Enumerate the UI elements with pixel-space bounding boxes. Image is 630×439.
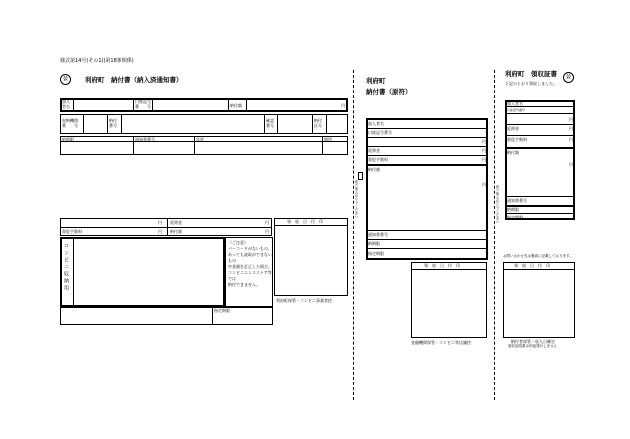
left-kigen-label: 納期限 xyxy=(62,137,74,142)
left-lower-tokusoku: 督促手数料 xyxy=(62,229,82,234)
left-row2 xyxy=(60,114,348,134)
seal-icon: 公 xyxy=(60,74,71,85)
right-tokusoku: 督促手数料 xyxy=(507,137,527,142)
left-shitei-label: 指定期限 xyxy=(214,308,230,313)
mid-kanyu: 加入者名 xyxy=(368,121,384,126)
cut-line-2 xyxy=(494,70,495,400)
left-nofukubun-label: 納付 区分 xyxy=(314,118,322,128)
left-ryoshu-box xyxy=(274,218,348,296)
right-yen1: 円 xyxy=(569,117,573,122)
mid-yen3: 円 xyxy=(482,157,486,162)
left-shotoku-label: 収納機関 番 号 xyxy=(62,118,78,128)
mid-kigen: 納期限 xyxy=(368,241,380,246)
left-nofugaku-label: 納付額 xyxy=(230,103,242,108)
right-koza: 口座記号番号 xyxy=(507,108,526,112)
right-kanyu: 加入者名 xyxy=(507,101,523,106)
mid-tokusoku: 督促手数料 xyxy=(368,157,388,162)
left-lower-yen4: 円 xyxy=(265,229,269,234)
cut-text-1: 切り取らないでください xyxy=(355,180,359,219)
left-lower-yen1: 円 xyxy=(158,220,162,225)
mid-koza: 口座記号番号 xyxy=(368,130,392,135)
left-footer: 利府町保管・コンビニ事業者控 xyxy=(276,298,332,303)
right-ryoshu-box xyxy=(503,262,575,338)
left-shitei-row xyxy=(60,307,273,325)
mid-ryoshu-label: 領 収 日 付 印 xyxy=(424,263,460,268)
mid-yen2: 円 xyxy=(482,148,486,153)
right-kigen: 納期限 xyxy=(507,207,519,212)
right-yen2: 円 xyxy=(569,126,573,131)
cut-marker-1 xyxy=(358,172,363,180)
right-yen3: 円 xyxy=(569,137,573,142)
left-ryoshu-label: 領 収 日 付 印 xyxy=(287,219,323,224)
mid-shitei: 指定期限 xyxy=(368,251,384,256)
right-yen4: 円 xyxy=(569,162,573,167)
left-title: 利府町 納付書（納入済通知書） xyxy=(85,76,183,84)
form-number: 様式第14号(その1)(第18条関係) xyxy=(60,58,134,64)
left-tsuchisho-label: 通知書番号 xyxy=(135,137,155,142)
cut-text-2: 切り取らないでください xyxy=(496,185,500,224)
mid-title-2: 納付書（原符） xyxy=(366,88,412,96)
right-nofugaku: 納付額 xyxy=(507,150,519,155)
mid-footer: 金融機関保管・コンビニ等店舗控 xyxy=(411,340,471,345)
left-row1 xyxy=(60,98,348,112)
mid-entaikin: 延滞金 xyxy=(368,148,380,153)
right-tsuchisho: 通知書番号 xyxy=(507,198,527,203)
convenience-barcode-area xyxy=(60,237,225,307)
right-footer-1: 納付者保管・収入日確定 xyxy=(511,339,555,344)
cut-line-1 xyxy=(353,70,354,400)
mid-yen4: 円 xyxy=(482,182,486,187)
left-row3 xyxy=(60,136,348,155)
left-kakunin-label: 確認 番号 xyxy=(266,118,274,128)
mid-ryoshu-box xyxy=(411,262,487,338)
left-koza-label: 口座記号 番 号 xyxy=(135,99,151,109)
right-seal-icon: 公 xyxy=(563,72,574,83)
right-note: お問い合わせ先は裏面に記載しております。 xyxy=(503,254,573,258)
right-subtitle: 下記のとおり領収しました。 xyxy=(505,81,557,86)
left-kanyu-label: 加入 者名 xyxy=(62,99,70,109)
right-footer-2: 領収証明書は別途発行しません xyxy=(508,344,557,348)
left-lower-yen2: 円 xyxy=(265,220,269,225)
convenience-label: コンビニ収納用 xyxy=(63,243,69,292)
mid-nofugaku: 納付額 xyxy=(368,167,380,172)
right-title: 利府町 領収証書 xyxy=(505,70,557,78)
left-lower-entaikin: 延滞金 xyxy=(170,220,182,225)
left-lower-nofugaku: 納付額 xyxy=(170,229,182,234)
left-kibetsu-label: 期別 xyxy=(324,137,332,142)
right-entaikin: 延滞金 xyxy=(507,126,519,131)
mid-tsuchisho: 通知書番号 xyxy=(368,232,388,237)
mid-title-1: 利府町 xyxy=(366,77,386,85)
left-nofu-label: 納付 番号 xyxy=(109,118,117,128)
notice-text: （ご注意） バーコードがないもの、あっても読取ができないもの 中金額を訂正した場合、コンビニエンスストア等では 納付できません。 xyxy=(228,240,272,287)
right-shitei: 指定期限 xyxy=(507,215,523,220)
mid-yen1: 円 xyxy=(482,139,486,144)
right-ryoshu-label: 領 収 日 付 印 xyxy=(514,263,550,268)
left-nendo-label: 年度 xyxy=(196,137,204,142)
left-lower-yen3: 円 xyxy=(158,229,162,234)
left-row1-yen: 円 xyxy=(341,103,345,108)
